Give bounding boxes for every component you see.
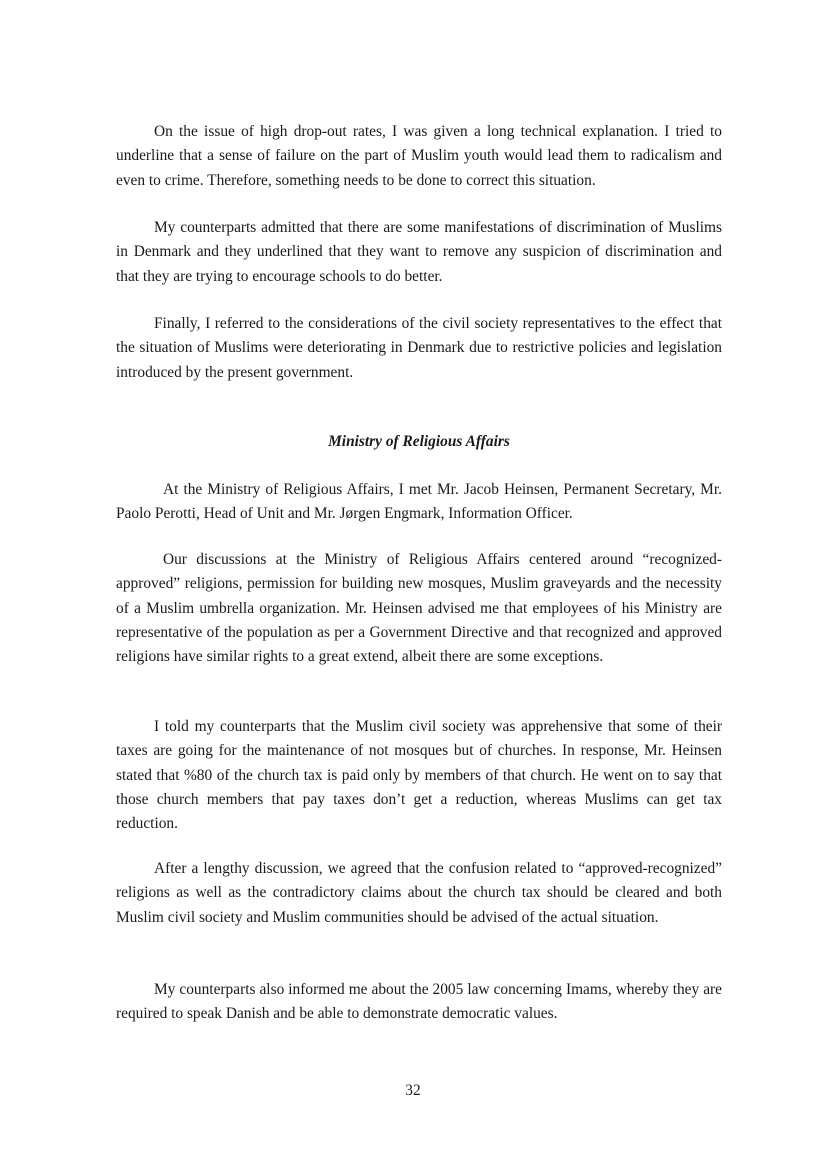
paragraph-imams-law: My counterparts also informed me about the 2005 law concerning Imams, whereby they are required to speak Danish and be able to demonstrate democratic values. xyxy=(116,981,722,1023)
paragraph-discussions: Our discussions at the Ministry of Religious Affairs centered around “recognized-approved” religions, permission for building new mosques, Muslim graveyards and the necessity of a Muslim umbrella organization. Mr. Heinsen advised me that employees of his Ministry are representative of the population as per a Government Directive and that recognized and approved religions have similar rights to a great extend, albeit there are some exceptions. xyxy=(116,551,722,666)
paragraph-church-tax: I told my counterparts that the Muslim civil society was apprehensive that some of their taxes are going for the maintenance of not mosques but of churches. In response, Mr. Heinsen stated that %80 of the church tax is paid only by members of that church. He went on to say that those church members that pay taxes don’t get a reduction, whereas Muslims can get tax reduction. xyxy=(116,718,722,833)
page-number: 32 xyxy=(405,1082,421,1099)
paragraph-agreement: After a lengthy discussion, we agreed that the confusion related to “approved-recognized” religions as well as the contradictory claims about the church tax should be cleared and both Muslim civil society and Muslim communities should be advised of the actual situation. xyxy=(116,860,722,926)
paragraph-discrimination: My counterparts admitted that there are some manifestations of discrimination of Muslims in Denmark and they underlined that they want to remove any suspicion of discrimination and that they are trying to encourage schools to do better. xyxy=(116,219,722,285)
paragraph-civil-society: Finally, I referred to the considerations of the civil society representatives to the effect that the situation of Muslims were deteriorating in Denmark due to restrictive policies and legislation introduced by the present government. xyxy=(116,315,722,381)
paragraph-dropout-rates: On the issue of high drop-out rates, I was given a long technical explanation. I tried to underline that a sense of failure on the part of Muslim youth would lead them to radicalism and even to crime. Therefore, something needs to be done to correct this situation. xyxy=(116,123,722,189)
section-heading: Ministry of Religious Affairs xyxy=(328,433,510,450)
paragraph-ministry-meeting: At the Ministry of Religious Affairs, I met Mr. Jacob Heinsen, Permanent Secretary, Mr. Paolo Perotti, Head of Unit and Mr. Jørgen Engmark, Information Officer. xyxy=(116,481,722,523)
